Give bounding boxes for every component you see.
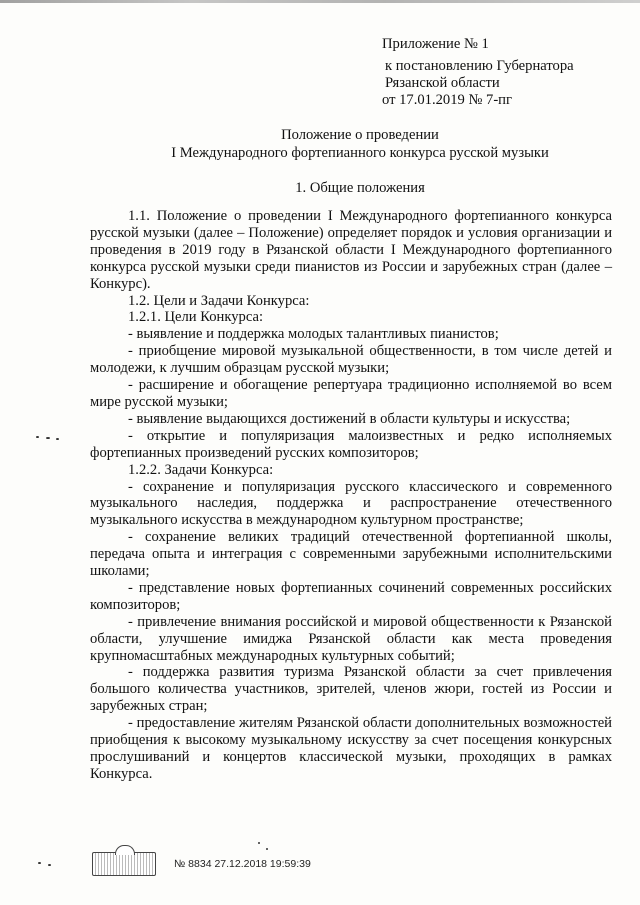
task-item-2: - сохранение великих традиций отечественной фортепианной школы, передача опыта и интеграция с современными зарубежными исполнительскими школами; (90, 529, 612, 580)
appendix-line-3: от 17.01.2019 № 7-пг (382, 92, 512, 108)
task-item-3: - представление новых фортепианных сочинений современных российских композиторов; (90, 579, 612, 613)
goal-item-1: - выявление и поддержка молодых талантливых пианистов; (128, 326, 499, 343)
task-item-6: - предоставление жителям Рязанской области дополнительных возможностей приобщения к высокому музыкальному искусству за счет посещения конкурсных прослушиваний и концертов классической музыки, проходящих в рамках Конкурса. (90, 715, 612, 782)
scan-speck (46, 437, 50, 439)
paragraph-1-1: 1.1. Положение о проведении I Международного фортепианного конкурса русской музыки (далее – Положение) определяет порядок и условия организации и проведения в 2019 году в Рязанской области I Международного фортепианного конкурса русской музыки среди пианистов из России и зарубежных стран (далее – Конкурс). (90, 208, 612, 292)
goal-item-2: - приобщение мировой музыкальной общественности, в том числе детей и молодежи, к лучшим образцам русской музыки; (90, 343, 612, 377)
scan-speck (36, 436, 39, 438)
appendix-block (382, 36, 632, 109)
scan-edge (0, 0, 640, 3)
scan-speck (38, 862, 41, 864)
appendix-title: Приложение № 1 (382, 36, 489, 52)
scan-speck (56, 438, 59, 440)
goal-item-5: - открытие и популяризация малоизвестных и редко исполняемых фортепианных произведений русских композиторов; (90, 427, 612, 461)
paragraph-1-2-2: 1.2.2. Задачи Конкурса: (128, 461, 274, 478)
document-title-line-1: Положение о проведении (281, 127, 439, 143)
goal-item-4: - выявление выдающихся достижений в области культуры и искусства; (128, 410, 571, 427)
document-body (90, 208, 612, 783)
registry-logo-icon (92, 852, 156, 876)
appendix-line-2: Рязанской области (385, 75, 500, 91)
scan-speck (48, 864, 51, 866)
registration-footer (92, 852, 311, 876)
task-item-4: - привлечение внимания российской и мировой общественности к Рязанской области, улучшение имиджа Рязанской области как места проведения крупномасштабных международных культурных событий; (90, 613, 612, 664)
paragraph-1-2-1: 1.2.1. Цели Конкурса: (128, 309, 264, 326)
document-title-line-2: I Международного фортепианного конкурса русской музыки (171, 145, 549, 161)
task-item-1: - сохранение и популяризация русского классического и современного музыкального наследия, поддержка и распространение отечественного музыкального искусства в международном культурном пространстве; (90, 478, 612, 529)
appendix-line-1: к постановлению Губернатора (385, 58, 574, 74)
registration-number: № 8834 27.12.2018 19:59:39 (174, 858, 311, 870)
paragraph-1-2: 1.2. Цели и Задачи Конкурса: (128, 292, 310, 309)
scan-speck (258, 842, 260, 844)
scan-speck (266, 848, 268, 850)
task-item-5: - поддержка развития туризма Рязанской области за счет привлечения большого количества участников, зрителей, членов жюри, гостей из России и зарубежных стран; (90, 664, 612, 715)
section-heading: 1. Общие положения (295, 180, 425, 196)
goal-item-3: - расширение и обогащение репертуара традиционно исполняемой во всем мире русской музыки; (90, 377, 612, 410)
